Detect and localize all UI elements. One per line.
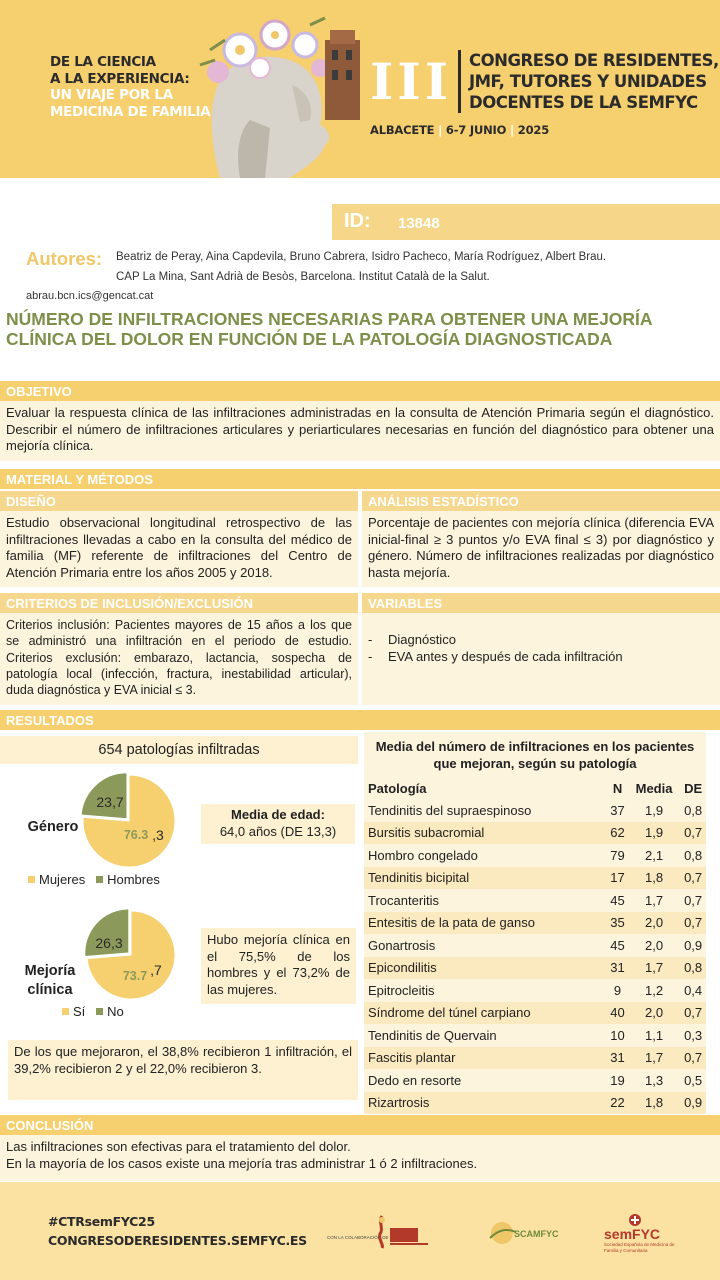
table-cell-pathology: Hombro congelado [368,847,478,863]
infiltrations-table-panel [364,732,706,1114]
table-cell-value: 0,7 [680,822,706,845]
table-cell-value: 0,7 [680,867,706,890]
contact-email[interactable]: abrau.bcn.ics@gencat.cat [26,290,154,302]
slogan-line: MEDICINA DE FAMILIA [50,103,211,120]
variables-box [362,613,720,705]
table-header-row [364,777,706,799]
table-row [364,1069,706,1092]
congress-year: 2025 [517,123,550,137]
table-cell-value: 1,7 [645,892,664,908]
mejoria-label-line: clínica [27,982,73,998]
age-title: Media de edad: [231,807,325,822]
poster-id-box [332,204,720,240]
table-row [364,1047,706,1070]
table-row [364,957,706,980]
table-cell-value: 45 [610,937,625,953]
table-cell-value: 37 [610,802,625,818]
slogan-line: A LA EXPERIENCIA: [50,70,190,87]
legend-swatch-mujeres [28,876,35,883]
mejoria-label-line: Mejoría [24,963,76,979]
poster-id-label: ID: [344,210,371,232]
legend-label-mujeres: Mujeres [39,872,86,887]
table-row [364,1092,706,1115]
edition-number: III [370,52,453,111]
table-row [364,979,706,1002]
table-cell-value: 31 [607,957,628,980]
conclusion-line: En la mayoría de los casos existe una mejoría tras administrar 1 ó 2 infiltraciones. [6,1155,478,1171]
gender-legend [28,872,160,887]
table-cell-value: 2,1 [645,847,664,863]
table-cell-value: 0,5 [684,1072,703,1088]
table-cell-pathology: Epitrocleitis [368,982,435,998]
table-cell-pathology: Gonartrosis [368,937,436,953]
authors-names: Beatriz de Peray, Aina Capdevila, Bruno Cabrera, Isidro Pacheco, María Rodríguez, Albert Brau. [116,251,607,263]
authors-institution: CAP La Mina, Sant Adrià de Besòs, Barcelona. Institut Català de la Salut. [116,271,490,283]
table-cell-value: 0,8 [680,957,706,980]
table-cell-value: 45 [610,892,625,908]
table-cell-value: 79 [610,847,625,863]
table-cell-value: 40 [607,1002,628,1025]
table-cell-value: 22 [607,1092,628,1115]
mejoria-label [10,962,90,1000]
authors-label: Autores: [26,248,103,269]
table-cell-pathology: Dedo en resorte [368,1072,462,1088]
subsection-heading-analisis: ANÁLISIS ESTADÍSTICO [362,491,720,511]
table-row [364,1024,706,1047]
pie-label-hombres: 23,7 [96,794,124,810]
statue-with-flowers-illustration [180,10,370,178]
table-row [364,912,706,935]
table-cell-value: 1,9 [645,802,664,818]
congress-title-line: JMF, TUTORES Y UNIDADES [469,72,707,91]
legend-swatch-no [96,1008,103,1015]
table-cell-value: 62 [607,822,628,845]
semfyc-logo-text: semFYC [604,1226,661,1242]
collaboration-label: CON LA COLABORACIÓN DE [327,1235,389,1240]
table-cell-value: 1,8 [628,1092,680,1115]
table-title: Media del número de infiltraciones en los pacientes que mejoran, según su patología [375,739,695,771]
table-cell-value: 0,9 [680,1092,706,1115]
column-header: DE [684,780,703,796]
scamfyc-logo-text: SCAMFYC [514,1229,559,1239]
analisis-text: Porcentaje de pacientes con mejoría clínica (diferencia EVA inicial-final ≥ 3 puntos y/o EVA final ≤ 3) por diagnóstico y género. Número de infiltraciones realizadas por diagnóstico hasta mejoría. [362,511,720,587]
variables-list [368,632,714,665]
table-cell-value: 17 [607,867,628,890]
improvement-pie-chart [82,906,180,1004]
column-header: Media [635,780,673,796]
pie-label-overlap: ,7 [150,962,162,978]
table-cell-value: 9 [613,982,622,998]
gender-pie-chart [78,770,180,872]
table-cell-pathology: Tendinitis bicipital [364,867,607,890]
section-heading-conclusion: CONCLUSIÓN [0,1115,720,1135]
section-heading-material: MATERIAL Y MÉTODOS [0,469,720,489]
legend-swatch-hombres [96,876,103,883]
table-cell-value: 2,0 [628,912,680,935]
table-cell-value: 1,8 [628,867,680,890]
table-cell-value: 35 [607,912,628,935]
improvement-legend [62,1004,124,1019]
criterios-text: Criterios inclusión: Pacientes mayores de 15 años a los que se administró una infiltración en el periodo de estudio. Criterios exclusión: embarazo, lactancia, sospecha de patología local (infección, fractura, inestabilidad articular), duda diagnóstica y EVA inicial ≤ 3. [0,613,358,705]
conclusion-line: Las infiltraciones son efectivas para el tratamiento del dolor. [6,1139,351,1154]
section-heading-resultados: RESULTADOS [0,710,720,730]
semfyc-logo-subtitle: Sociedad Española de Medicina de Familia y Comunitaria [604,1242,675,1253]
table-cell-pathology: Bursitis subacromial [364,822,607,845]
legend-label-no: No [107,1004,124,1019]
subsection-heading-variables: VARIABLES [362,593,720,613]
table-cell-value: 1,2 [645,982,664,998]
congress-place-date: ALBACETE | 6-7 JUNIO | 2025 [370,123,550,137]
table-cell-value: 1,3 [645,1072,664,1088]
table-cell-value: 1,7 [628,957,680,980]
table-cell-value: 2,0 [645,937,664,953]
table-cell-pathology: Fascitis plantar [364,1047,607,1070]
pie-label-overlap: ,3 [152,827,164,843]
table-cell-value: 0,3 [684,1027,703,1043]
slogan-line: UN VIAJE POR LA [50,87,173,103]
infiltrations-table [364,777,706,1114]
subsection-heading-diseno: DISEÑO [0,491,358,511]
congress-url[interactable]: CONGRESODERESIDENTES.SEMFYC.ES [48,1233,307,1248]
legend-swatch-si [62,1008,69,1015]
congress-title-line: CONGRESO DE RESIDENTES, [469,51,719,70]
table-cell-pathology: Entesitis de la pata de ganso [364,912,607,935]
table-cell-pathology: Rizartrosis [364,1092,607,1115]
subsection-heading-criterios: CRITERIOS DE INCLUSIÓN/EXCLUSIÓN [0,593,358,613]
table-row [364,844,706,867]
infiltration-distribution-note: De los que mejoraron, el 38,8% recibieron 1 infiltración, el 39,2% recibieron 2 y el 22,0% recibieron 3. [8,1040,358,1100]
table-cell-value: 31 [607,1047,628,1070]
table-cell-value: 0,7 [680,1047,706,1070]
table-cell-value: 1,9 [628,822,680,845]
hashtag: #CTRsemFYC25 [48,1214,155,1229]
pie-label-mujeres: 76.3 [123,828,149,842]
list-item: - EVA antes y después de cada infiltración [368,649,714,666]
improvement-text-box: Hubo mejoría clínica en el 75,5% de los hombres y el 73,2% de las mujeres. [201,928,356,1004]
conclusion-box [0,1135,720,1181]
table-cell-pathology: Epicondilitis [364,957,607,980]
table-cell-pathology: Síndrome del túnel carpiano [364,1002,607,1025]
table-cell-value: 0,4 [684,982,703,998]
age-box [201,804,355,844]
list-item: - Diagnóstico [368,632,714,649]
table-cell-value: 0,7 [684,892,703,908]
table-row [364,822,706,845]
congress-banner [0,0,720,178]
table-cell-value: 19 [610,1072,625,1088]
legend-label-hombres: Hombres [107,872,160,887]
table-cell-pathology: Trocanteritis [368,892,440,908]
pie-label-no: 26,3 [95,935,123,951]
congress-title [458,50,719,113]
objetivo-text: Evaluar la respuesta clínica de las infiltraciones administradas en la consulta de Atención Primaria según el diagnóstico. Describir el número de infiltraciones articulares y periarticulares necesarias en función del diagnóstico para obtener una mejoría clínica. [0,401,720,461]
table-row [364,934,706,957]
table-cell-value: 0,9 [684,937,703,953]
age-value: 64,0 años (DE 13,3) [219,823,337,839]
table-cell-value: 0,8 [684,802,703,818]
collaborator-logo [374,1214,434,1250]
table-cell-value: 1,1 [645,1027,664,1043]
slogan-line: DE LA CIENCIA [50,54,156,70]
congress-city: ALBACETE [370,123,435,137]
table-cell-value: 1,7 [628,1047,680,1070]
section-heading-objetivo: OBJETIVO [0,381,720,401]
table-row [364,799,706,822]
table-cell-pathology: Tendinitis de Quervain [368,1027,497,1043]
semfyc-logo-icon [628,1213,642,1227]
table-row [364,867,706,890]
table-row [364,889,706,912]
genero-label: Género [27,819,79,835]
table-cell-value: 0,8 [684,847,703,863]
table-cell-pathology: Tendinitis del supraespinoso [368,802,532,818]
table-cell-value: 0,7 [680,1002,706,1025]
column-header: N [612,780,623,796]
congress-dates: 6-7 JUNIO [445,123,507,137]
pie-label-si: 73.7 [122,969,148,983]
poster-id-value: 13848 [398,215,440,232]
table-cell-value: 2,0 [628,1002,680,1025]
diseno-text: Estudio observacional longitudinal retrospectivo de las infiltraciones llevadas a cabo en la consulta del médico de familia (MF) referente de infiltraciones del Centro de Atención Primaria entre los años 2005 y 2018. [0,511,358,587]
table-row [364,1002,706,1025]
column-header: Patología [368,780,427,796]
legend-label-si: Sí [73,1004,86,1019]
table-cell-value: 10 [610,1027,625,1043]
congress-title-line: DOCENTES DE LA SEMFYC [469,93,698,112]
pathology-count: 654 patologías infiltradas [0,736,358,764]
poster-title: NÚMERO DE INFILTRACIONES NECESARIAS PARA OBTENER UNA MEJORÍA CLÍNICA DEL DOLOR EN FUNCIÓN DE LA PATOLOGÍA DIAGNOSTICADA [6,309,652,349]
table-cell-value: 0,7 [680,912,706,935]
